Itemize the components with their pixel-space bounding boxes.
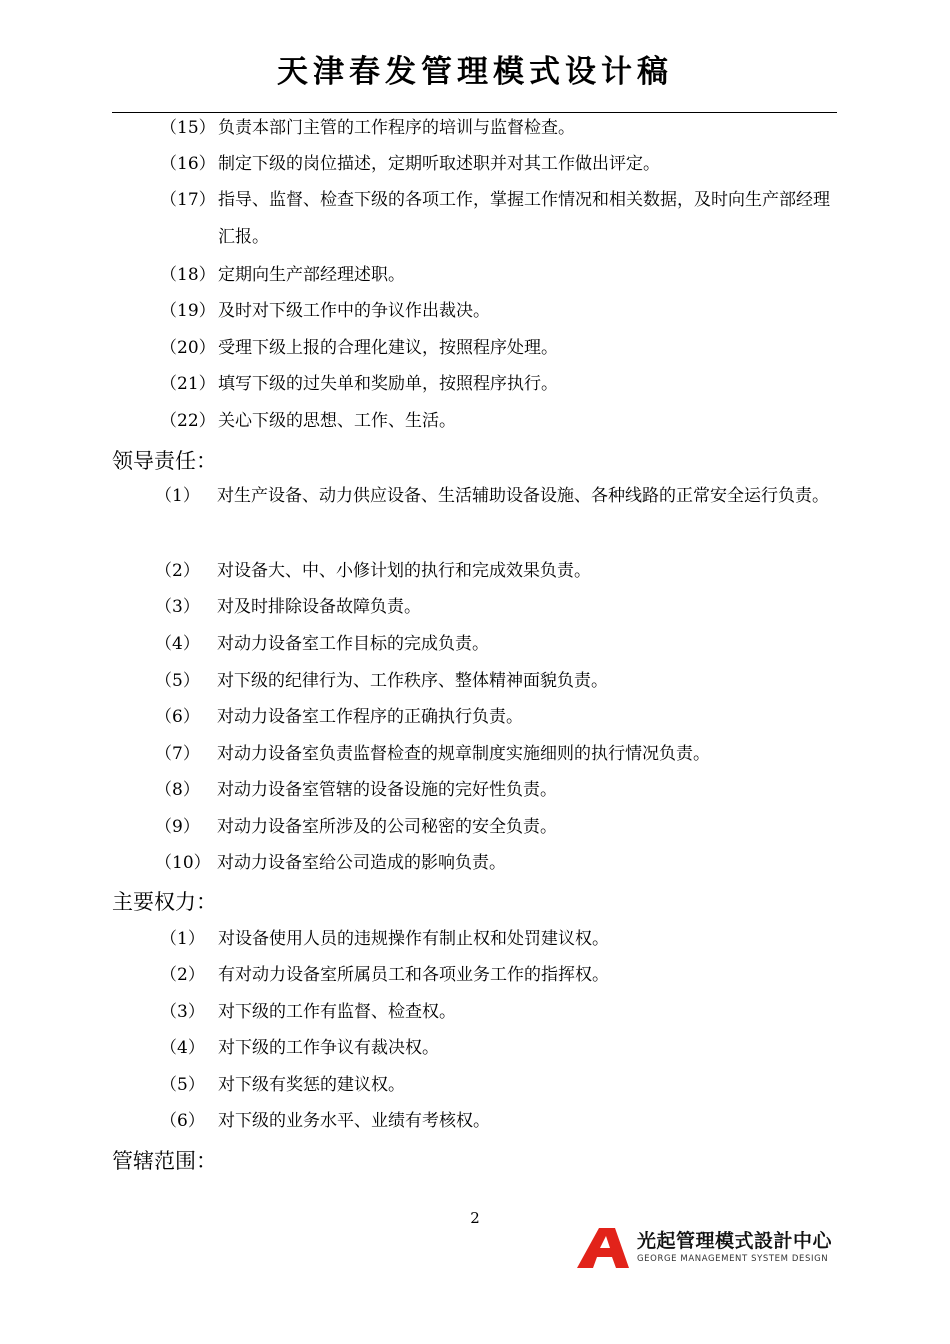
item-number: （9）: [155, 817, 200, 837]
section-heading-powers: 主要权力：: [112, 890, 217, 914]
power-item: [160, 1067, 840, 1104]
item-text: 对生产设备、动力供应设备、生活辅助设备设施、各种线路的正常安全运行负责。: [217, 486, 829, 506]
item-number: （5）: [160, 1075, 205, 1095]
leadership-item: [155, 809, 835, 846]
item-text: 对动力设备室给公司造成的影响负责。: [217, 853, 506, 873]
leadership-item: [155, 626, 835, 663]
leadership-item: [155, 845, 835, 882]
duty-item: [160, 366, 840, 403]
item-text: 有对动力设备室所属员工和各项业务工作的指挥权。: [218, 965, 609, 985]
item-number: （21）: [160, 374, 216, 394]
duty-item: [160, 403, 840, 440]
item-text: 对动力设备室管辖的设备设施的完好性负责。: [217, 780, 557, 800]
item-number: （8）: [155, 780, 200, 800]
power-item: [160, 994, 840, 1031]
item-number: （2）: [160, 965, 205, 985]
power-item: [160, 1030, 840, 1067]
item-number: （22）: [160, 411, 216, 431]
item-number: （20）: [160, 338, 216, 358]
item-number: （6）: [160, 1111, 205, 1131]
leadership-item: [155, 663, 835, 700]
item-text: 对动力设备室负责监督检查的规章制度实施细则的执行情况负责。: [217, 744, 710, 764]
section-heading-leadership: 领导责任：: [112, 449, 217, 473]
power-item: [160, 921, 840, 958]
logo-english-name: GEORGE MANAGEMENT SYSTEM DESIGN: [637, 1254, 829, 1264]
item-text: 制定下级的岗位描述，定期听取述职并对其工作做出评定。: [218, 154, 660, 174]
logo-a-mark-icon: [575, 1226, 631, 1270]
item-number: （17）: [160, 190, 216, 210]
item-number: （4）: [160, 1038, 205, 1058]
item-text: 填写下级的过失单和奖励单，按照程序执行。: [218, 374, 558, 394]
item-text: 对下级有奖惩的建议权。: [218, 1075, 405, 1095]
item-number: （3）: [155, 597, 200, 617]
leadership-item: [155, 699, 835, 736]
item-text: 对下级的业务水平、业绩有考核权。: [218, 1111, 490, 1131]
duty-item: [160, 110, 840, 147]
item-number: （15）: [160, 118, 216, 138]
item-number: （18）: [160, 265, 216, 285]
item-text: 关心下级的思想、工作、生活。: [218, 411, 456, 431]
item-text: 对设备大、中、小修计划的执行和完成效果负责。: [217, 561, 591, 581]
duty-item: [160, 257, 840, 294]
item-number: （10）: [155, 853, 211, 873]
item-text: 定期向生产部经理述职。: [218, 265, 405, 285]
page-number: 2: [470, 1209, 480, 1227]
item-text: 对动力设备室工作目标的完成负责。: [217, 634, 489, 654]
item-number: （1）: [155, 486, 200, 506]
logo-chinese-name: 光起管理模式設計中心: [637, 1230, 833, 1252]
item-text: 对下级的工作有监督、检查权。: [218, 1002, 456, 1022]
leadership-item: [155, 772, 835, 809]
duty-item: [160, 146, 840, 183]
item-text: 对下级的工作争议有裁决权。: [218, 1038, 439, 1058]
leadership-item: [155, 478, 835, 515]
item-number: （1）: [160, 929, 205, 949]
item-text: 对及时排除设备故障负责。: [217, 597, 421, 617]
duty-item: [160, 293, 840, 330]
item-number: （16）: [160, 154, 216, 174]
power-item: [160, 957, 840, 994]
item-text: 及时对下级工作中的争议作出裁决。: [218, 301, 490, 321]
item-number: （3）: [160, 1002, 205, 1022]
leadership-item: [155, 553, 835, 590]
item-number: （2）: [155, 561, 200, 581]
item-text: 指导、监督、检查下级的各项工作，掌握工作情况和相关数据，及时向生产部经理汇报。: [218, 190, 830, 247]
footer-logo: [575, 1226, 840, 1270]
duty-item: [160, 330, 840, 367]
leadership-item: [155, 736, 835, 773]
page-header-title: 天津春发管理模式设计稿: [277, 54, 673, 90]
item-text: 对下级的纪律行为、工作秩序、整体精神面貌负责。: [217, 671, 608, 691]
item-text: 受理下级上报的合理化建议，按照程序处理。: [218, 338, 558, 358]
item-text: 对设备使用人员的违规操作有制止权和处罚建议权。: [218, 929, 609, 949]
item-number: （4）: [155, 634, 200, 654]
leadership-item: [155, 589, 835, 626]
item-text: 对动力设备室工作程序的正确执行负责。: [217, 707, 523, 727]
item-number: （19）: [160, 301, 216, 321]
item-number: （5）: [155, 671, 200, 691]
item-text: 负责本部门主管的工作程序的培训与监督检查。: [218, 118, 575, 138]
item-number: （6）: [155, 707, 200, 727]
section-heading-jurisdiction: 管辖范围：: [112, 1149, 217, 1173]
power-item: [160, 1103, 840, 1140]
duty-item: [160, 182, 840, 255]
item-text: 对动力设备室所涉及的公司秘密的安全负责。: [217, 817, 557, 837]
item-number: （7）: [155, 744, 200, 764]
